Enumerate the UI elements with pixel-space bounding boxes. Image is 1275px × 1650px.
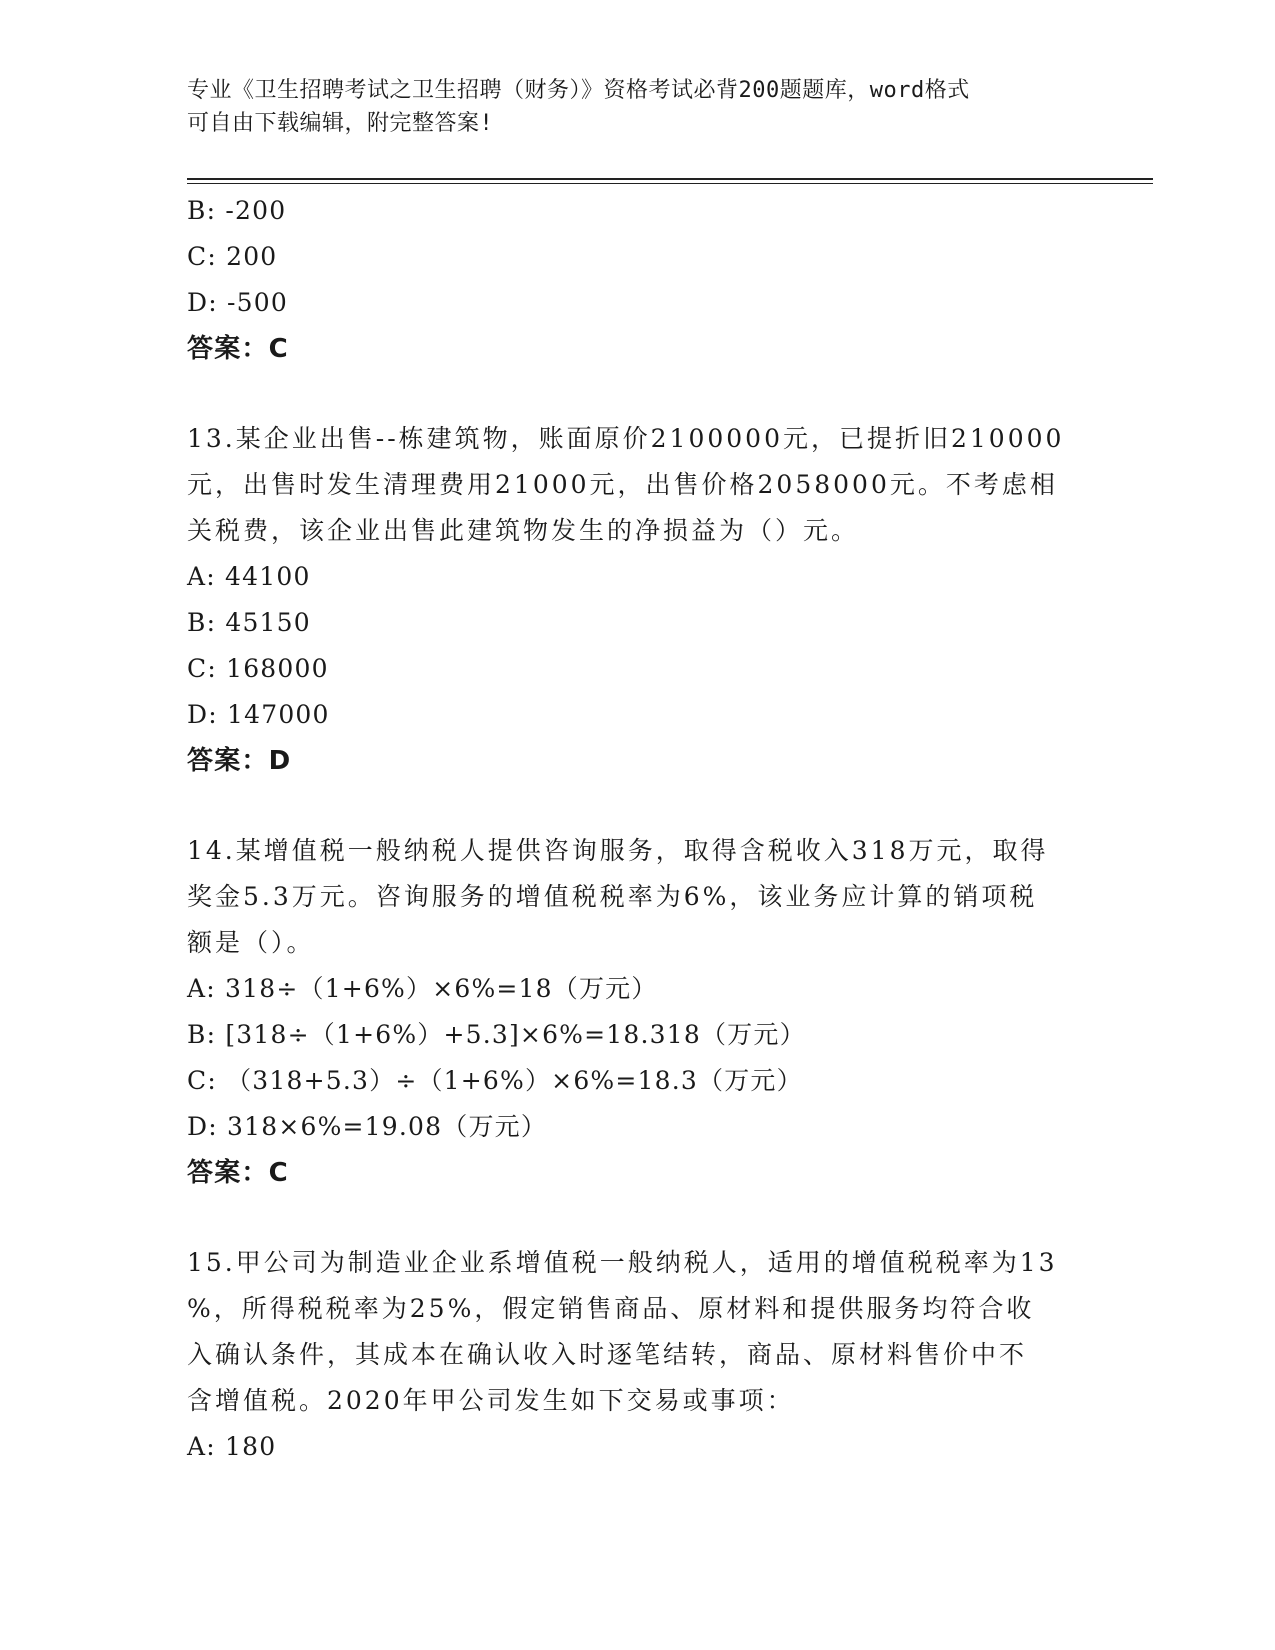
document-body: [187, 188, 1087, 1470]
question-text-line: 奖金5.3万元。咨询服务的增值税税率为6%，该业务应计算的销项税: [187, 882, 1038, 911]
question-12: [187, 188, 1087, 372]
question-text-line: 关税费，该企业出售此建筑物发生的净损益为（）元。: [187, 516, 860, 545]
option-b: B: 45150: [187, 608, 311, 637]
header-divider-thin: [187, 183, 1153, 184]
header-line-1: 专业《卫生招聘考试之卫生招聘（财务）》资格考试必背200题题库，word格式: [187, 78, 970, 103]
question-13: [187, 416, 1087, 784]
question-14: [187, 828, 1087, 1196]
option-b: B: [318÷（1+6%）+5.3]×6%=18.318（万元）: [187, 1020, 806, 1049]
option-a: A: 180: [187, 1432, 277, 1461]
question-text-line: 额是（）。: [187, 928, 315, 957]
question-text-line: %，所得税税率为25%，假定销售商品、原材料和提供服务均符合收: [187, 1294, 1035, 1323]
question-text-line: 14.某增值税一般纳税人提供咨询服务，取得含税收入318万元，取得: [187, 836, 1049, 865]
option-d: D: 318×6%=19.08（万元）: [187, 1112, 548, 1141]
question-15: [187, 1240, 1087, 1470]
option-c: C: 168000: [187, 654, 329, 683]
option-b: B: -200: [187, 196, 287, 225]
question-text-line: 元，出售时发生清理费用21000元，出售价格2058000元。不考虑相: [187, 470, 1058, 499]
question-text-line: 13.某企业出售--栋建筑物，账面原价2100000元，已提折旧210000: [187, 424, 1065, 453]
option-a: A: 318÷（1+6%）×6%=18（万元）: [187, 974, 658, 1003]
option-d: D: -500: [187, 288, 288, 317]
answer: 答案：D: [187, 746, 292, 776]
answer: 答案：C: [187, 334, 289, 364]
question-text-line: 含增值税。2020年甲公司发生如下交易或事项：: [187, 1386, 795, 1415]
document-header: [187, 74, 1067, 140]
answer: 答案：C: [187, 1158, 289, 1188]
option-c: C: （318+5.3）÷（1+6%）×6%=18.3（万元）: [187, 1066, 803, 1095]
option-d: D: 147000: [187, 700, 330, 729]
question-text-line: 入确认条件，其成本在确认收入时逐笔结转，商品、原材料售价中不: [187, 1340, 1028, 1369]
header-divider: [187, 178, 1153, 180]
option-a: A: 44100: [187, 562, 311, 591]
header-line-2: 可自由下载编辑，附完整答案!: [187, 111, 494, 136]
question-text-line: 15.甲公司为制造业企业系增值税一般纳税人，适用的增值税税率为13: [187, 1248, 1058, 1277]
option-c: C: 200: [187, 242, 278, 271]
